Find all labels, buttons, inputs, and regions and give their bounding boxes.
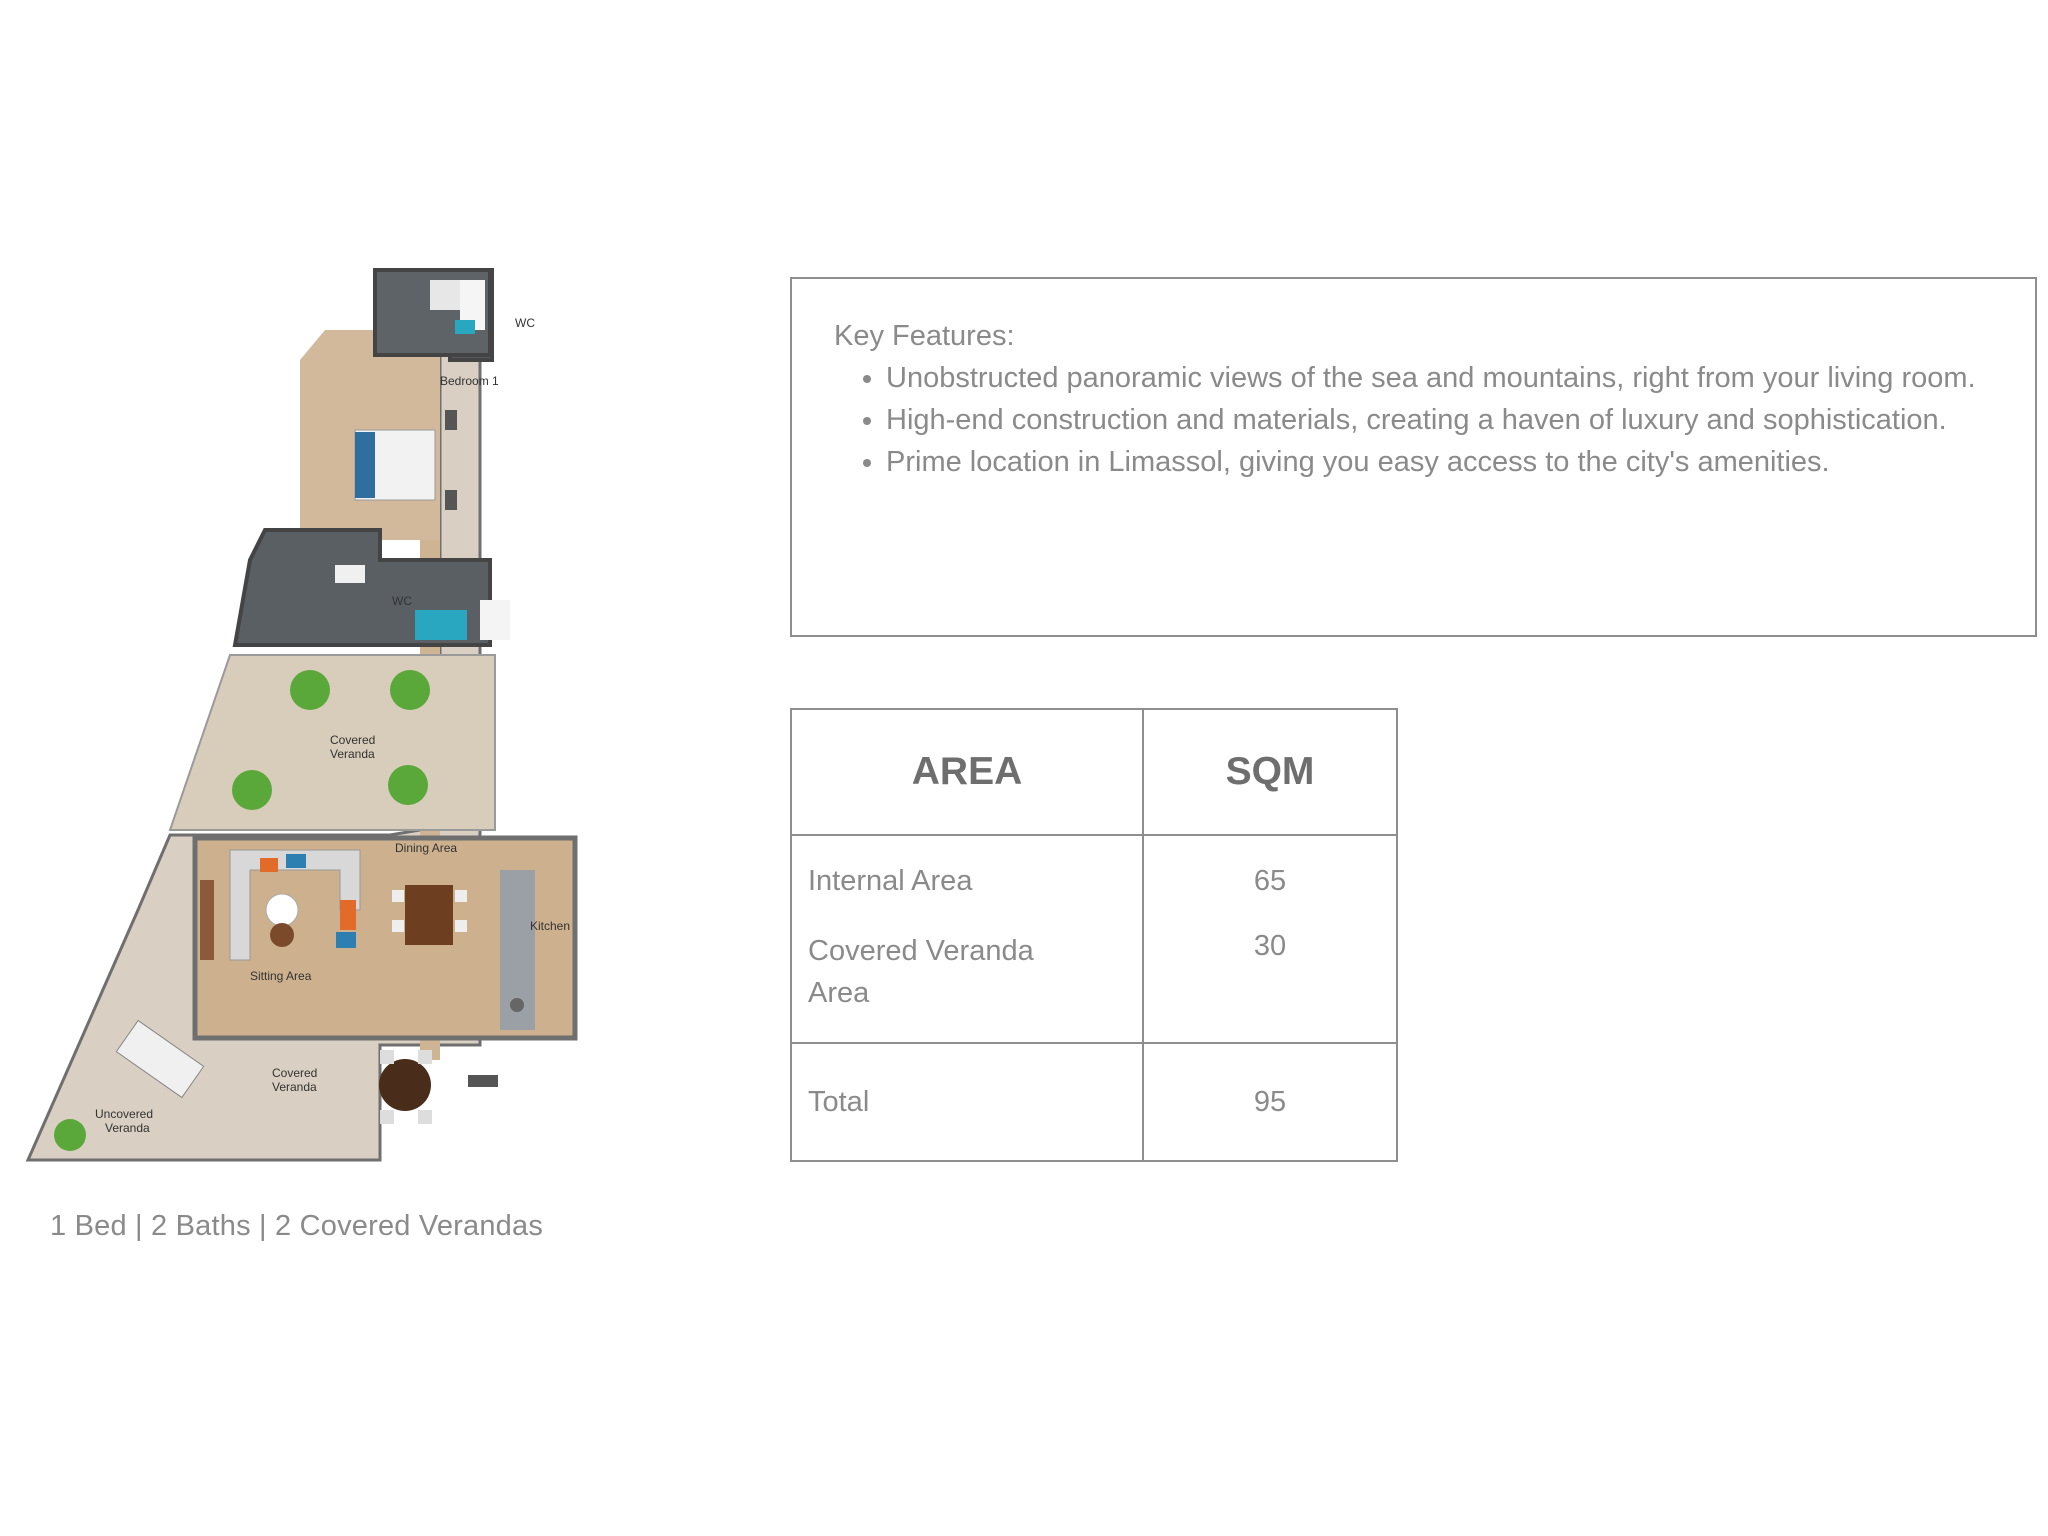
key-feature-item: • Unobstructed panoramic views of the sea and mountains, right from your living room. <box>886 357 1995 399</box>
plan-label-covered-veranda-top: Covered <box>330 733 376 747</box>
key-features-title: Key Features: <box>834 320 1015 352</box>
key-features-box <box>790 277 2037 637</box>
key-features-list <box>834 357 1995 483</box>
plant-icon <box>290 670 330 710</box>
plant-icon <box>54 1119 86 1151</box>
area-name-cell <box>791 835 1143 1043</box>
internal-area-label: Internal Area <box>808 865 973 897</box>
area-column-header: AREA <box>791 709 1143 835</box>
sqm-value-cell <box>1143 835 1397 1043</box>
key-feature-item: • High-end construction and materials, creating a haven of luxury and sophistication. <box>886 399 1995 441</box>
sqm-column-header: SQM <box>1143 709 1397 835</box>
covered-veranda-area-value: 30 <box>1253 930 1287 962</box>
plan-label-covered-veranda-top-2: Veranda <box>330 747 375 761</box>
plant-icon <box>232 770 272 810</box>
plan-label-uncovered-veranda-2: Veranda <box>105 1121 150 1135</box>
plan-label-wc-mid: WC <box>392 594 412 608</box>
plant-icon <box>388 765 428 805</box>
plan-label-uncovered-veranda: Uncovered <box>95 1107 154 1121</box>
plan-label-bedroom: Bedroom 1 <box>440 374 499 388</box>
outdoor-table-icon <box>379 1059 431 1111</box>
key-feature-item: • Prime location in Limassol, giving you easy access to the city's amenities. <box>886 441 1995 483</box>
area-table-header-row <box>791 709 1397 835</box>
total-value: 95 <box>1143 1043 1397 1161</box>
table-row <box>791 835 1397 1043</box>
total-label: Total <box>791 1043 1143 1161</box>
plan-label-wc-top: WC <box>515 316 535 330</box>
plan-label-kitchen: Kitchen <box>530 919 571 933</box>
plan-label-covered-veranda-bottom-2: Veranda <box>272 1080 317 1094</box>
dining-table-icon <box>405 885 453 945</box>
plant-icon <box>390 670 430 710</box>
covered-veranda-area-label: Covered Veranda Area <box>808 935 1034 1009</box>
plan-label-sitting: Sitting Area <box>250 969 312 983</box>
area-table <box>790 708 1398 1162</box>
floor-plan <box>20 260 580 1170</box>
internal-area-value: 65 <box>1253 864 1287 897</box>
unit-summary-caption: 1 Bed | 2 Baths | 2 Covered Verandas <box>50 1210 544 1242</box>
table-row-total <box>791 1043 1397 1161</box>
plan-label-dining: Dining Area <box>395 841 458 855</box>
plan-label-covered-veranda-bottom: Covered <box>272 1066 318 1080</box>
